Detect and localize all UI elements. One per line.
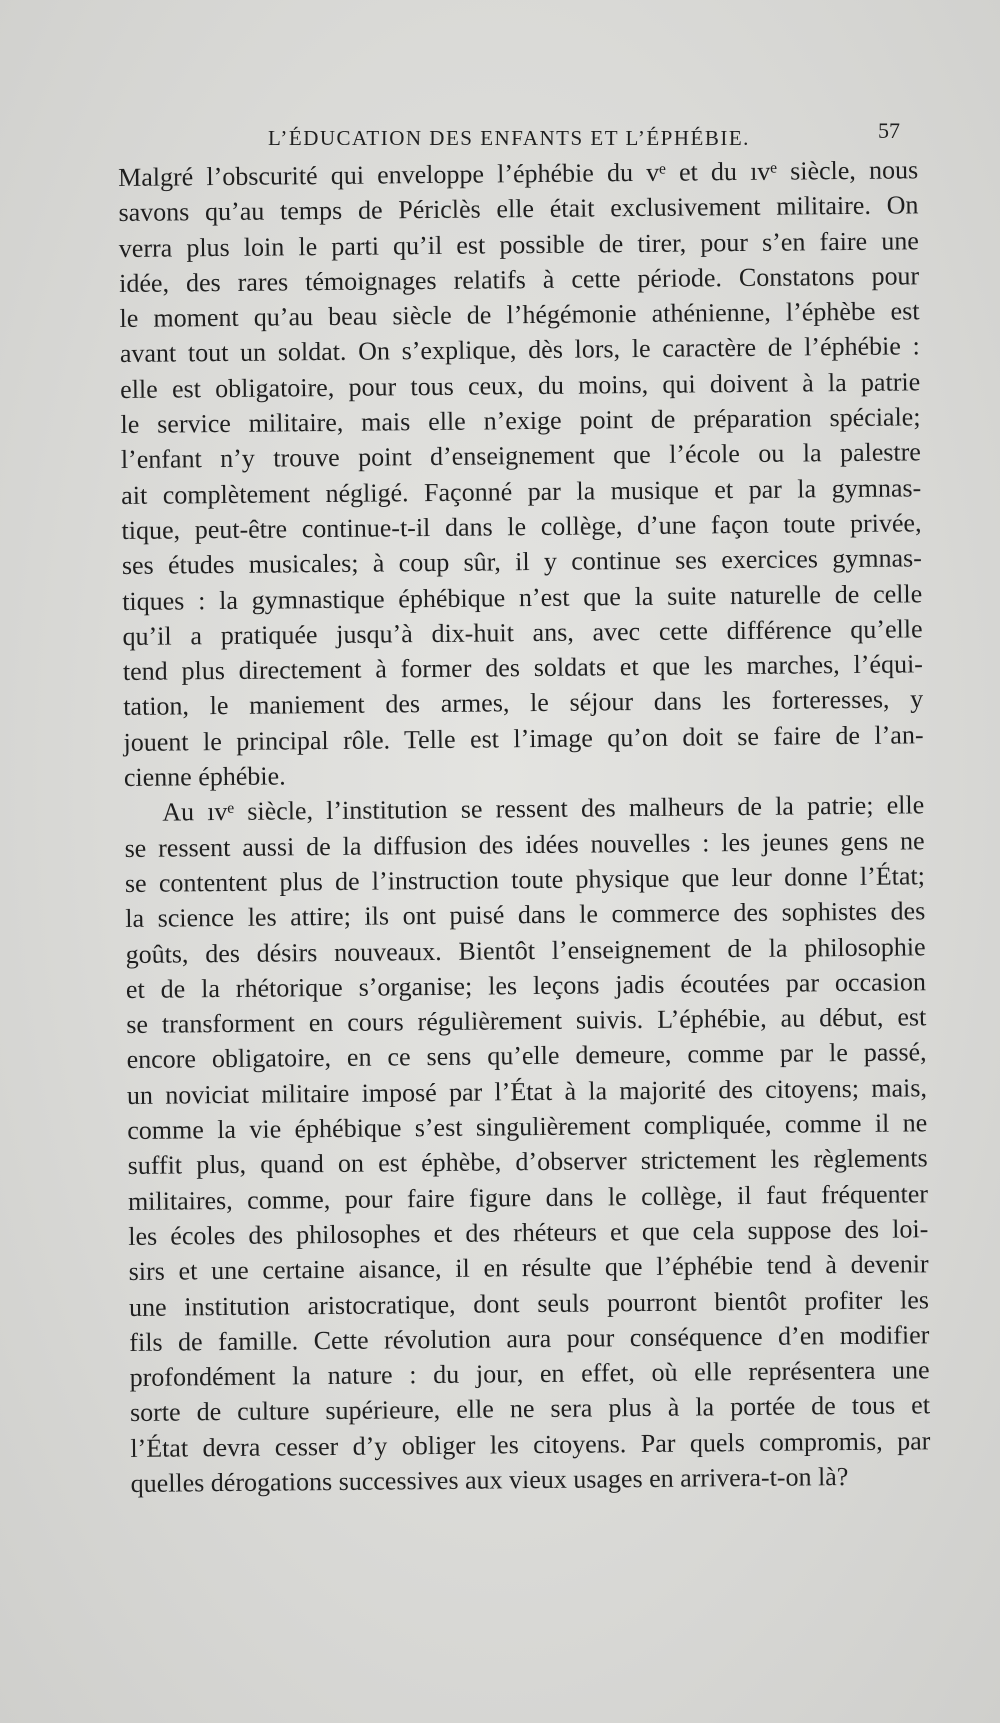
- text-line: le moment qu’au beau siècle de l’hégémonie athénienne, l’éphèbe est: [119, 296, 920, 334]
- text-line: se ressent aussi de la diffusion des idées nouvelles : les jeunes gens ne: [124, 825, 925, 863]
- text-line: tiques : la gymnastique éphébique n’est que la suite naturelle de celle: [122, 578, 923, 616]
- body-text: [118, 152, 931, 1501]
- text-line: tique, peut-être continue-t-il dans le collège, d’une façon toute privée,: [121, 508, 922, 545]
- text-line: se contentent plus de l’instruction toute physique que leur donne l’État;: [124, 861, 926, 898]
- text-line: tation, le maniement des armes, le séjour dans les forteresses, y: [123, 684, 924, 722]
- text-line: sorte de culture supérieure, elle ne sera plus à la portée de tous et: [129, 1390, 931, 1428]
- text-line: quelles dérogations successives aux vieux usages en arrivera-t-on là?: [130, 1462, 849, 1498]
- text-line: goûts, des désirs nouveaux. Bientôt l’enseignement de la philosophie: [125, 931, 926, 969]
- text-line: jouent le principal rôle. Telle est l’image qu’on doit se faire de l’an-: [123, 720, 924, 757]
- text-line: savons qu’au temps de Périclès elle était exclusivement militaire. On: [118, 190, 919, 228]
- text-line: Au ıvᵉ siècle, l’institution se ressent des malheurs de la patrie; elle: [162, 790, 925, 827]
- text-line: la science les attire; ils ont puisé dans le commerce des sophistes des: [125, 896, 926, 934]
- text-line: l’enfant n’y trouve point d’enseignement que l’école ou la palestre: [120, 437, 921, 475]
- text-line: encore obligatoire, en ce sens qu’elle demeure, comme par le passé,: [126, 1037, 927, 1075]
- page-header: [118, 118, 918, 158]
- text-line: militaires, comme, pour faire figure dans le collège, il faut fréquenter: [127, 1178, 929, 1216]
- page-number: 57: [878, 118, 900, 143]
- text-line: ses études musicales; à coup sûr, il y continue ses exercices gymnas-: [121, 543, 922, 581]
- text-line: et de la rhétorique s’organise; les leçons jadis écoutées par occasion: [125, 967, 927, 1004]
- text-line: les écoles des philosophes et des rhéteurs et que cela suppose des loi-: [128, 1214, 929, 1251]
- paragraph: [124, 788, 931, 1502]
- text-line: avant tout un soldat. On s’explique, dès lors, le caractère de l’éphébie :: [119, 331, 920, 369]
- text-line: sirs et une certaine aisance, il en résulte que l’éphébie tend à devenir: [128, 1249, 929, 1287]
- text-line: une institution aristocratique, dont seuls pourront bientôt profiter les: [128, 1284, 930, 1322]
- text-line: fils de famille. Cette révolution aura pour conséquence d’en modifier: [129, 1320, 930, 1357]
- running-title: L’ÉDUCATION DES ENFANTS ET L’ÉPHÉBIE.: [268, 126, 750, 150]
- text-line: suffit plus, quand on est éphèbe, d’observer strictement les règlements: [127, 1143, 928, 1181]
- text-line: l’État devra cesser d’y obliger les citoyens. Par quels compromis, par: [130, 1425, 931, 1463]
- text-line: se transforment en cours régulièrement suivis. L’éphébie, au début, est: [126, 1002, 927, 1040]
- text-line: idée, des rares témoignages relatifs à cette période. Constatons pour: [119, 261, 920, 298]
- text-line: verra plus loin le parti qu’il est possible de tirer, pour s’en faire une: [118, 225, 919, 263]
- text-line: ait complètement négligé. Façonné par la musique et par la gymnas-: [121, 472, 922, 510]
- text-line: tend plus directement à former des soldats et que les marches, l’équi-: [122, 649, 924, 687]
- text-line: profondément la nature : du jour, en effet, où elle représentera une: [129, 1355, 930, 1393]
- text-line: elle est obligatoire, pour tous ceux, du moins, qui doivent à la patrie: [120, 367, 921, 404]
- text-line: le service militaire, mais elle n’exige point de préparation spéciale;: [120, 402, 921, 440]
- text-line: qu’il a pratiquée jusqu’à dix-huit ans, avec cette différence qu’elle: [122, 614, 923, 651]
- text-line: cienne éphébie.: [123, 761, 286, 793]
- text-line: comme la vie éphébique s’est singulièrement compliquée, comme il ne: [127, 1108, 928, 1145]
- text-line: Malgré l’obscurité qui enveloppe l’éphébie du vᵉ et du ıvᵉ siècle, nous: [118, 155, 919, 192]
- paragraph: [118, 152, 924, 795]
- text-line: un noviciat militaire imposé par l’État à la majorité des citoyens; mais,: [126, 1072, 928, 1110]
